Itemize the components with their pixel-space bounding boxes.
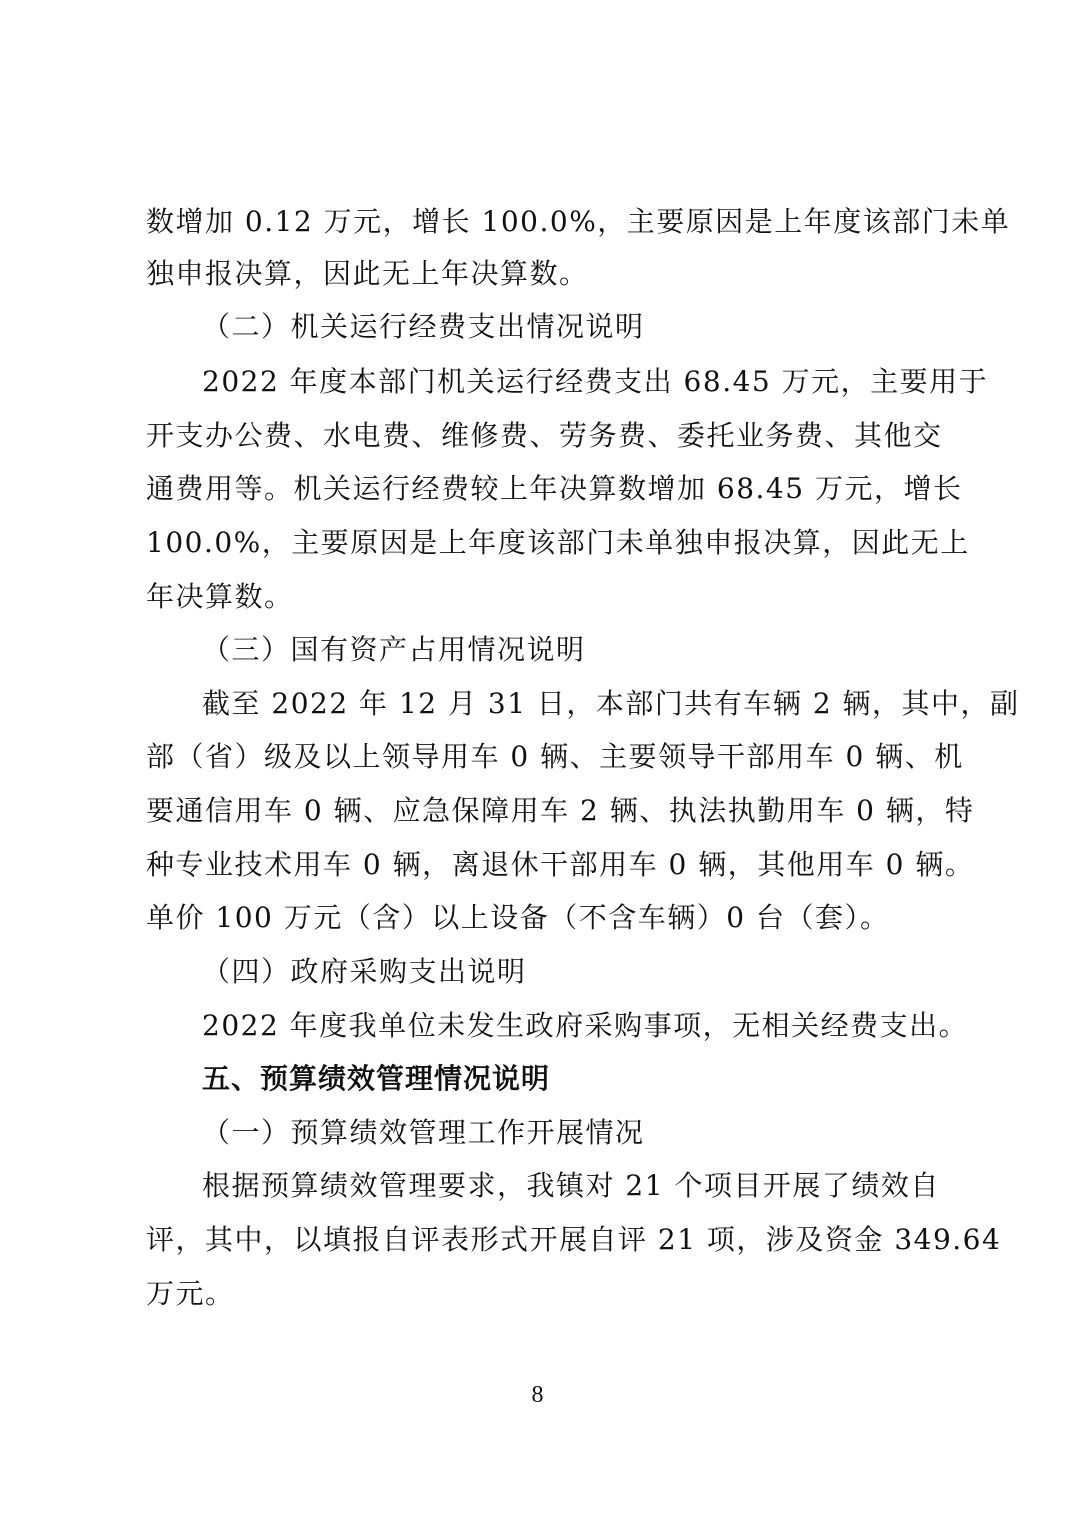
paragraph-line: 年决算数。 — [146, 580, 294, 613]
paragraph-line: 独申报决算，因此无上年决算数。 — [146, 257, 589, 290]
paragraph-line: 100.0%，主要原因是上年度该部门未单独申报决算，因此无上 — [146, 526, 970, 559]
section-heading-government-procurement: （四）政府采购支出说明 — [202, 955, 527, 988]
section-heading-state-assets: （三）国有资产占用情况说明 — [202, 633, 586, 666]
paragraph-line: 万元。 — [146, 1277, 235, 1310]
paragraph-line: 截至 2022 年 12 月 31 日，本部门共有车辆 2 辆，其中，副 — [202, 687, 1020, 720]
section-heading-performance-work: （一）预算绩效管理工作开展情况 — [202, 1116, 645, 1149]
page-number: 8 — [531, 1382, 544, 1408]
section-heading-operating-expenses: （二）机关运行经费支出情况说明 — [202, 310, 645, 343]
paragraph-line: 单价 100 万元（含）以上设备（不含车辆）0 台（套）。 — [146, 901, 890, 934]
paragraph-line: 种专业技术用车 0 辆，离退休干部用车 0 辆，其他用车 0 辆。 — [146, 848, 975, 881]
paragraph-line: 2022 年度我单位未发生政府采购事项，无相关经费支出。 — [202, 1009, 969, 1042]
paragraph-line: 部（省）级及以上领导用车 0 辆、主要领导干部用车 0 辆、机 — [146, 740, 964, 773]
paragraph-line: 根据预算绩效管理要求，我镇对 21 个项目开展了绩效自 — [202, 1169, 940, 1202]
paragraph-line: 2022 年度本部门机关运行经费支出 68.45 万元，主要用于 — [202, 365, 989, 398]
paragraph-line: 评，其中，以填报自评表形式开展自评 21 项，涉及资金 349.64 — [146, 1223, 1002, 1256]
chapter-heading-performance-management: 五、预算绩效管理情况说明 — [202, 1062, 551, 1095]
paragraph-line: 通费用等。机关运行经费较上年决算数增加 68.45 万元，增长 — [146, 472, 963, 505]
paragraph-line: 开支办公费、水电费、维修费、劳务费、委托业务费、其他交 — [146, 419, 943, 452]
paragraph-line: 数增加 0.12 万元，增长 100.0%，主要原因是上年度该部门未单 — [146, 205, 1011, 238]
paragraph-line: 要通信用车 0 辆、应急保障用车 2 辆、执法执勤用车 0 辆，特 — [146, 794, 975, 827]
